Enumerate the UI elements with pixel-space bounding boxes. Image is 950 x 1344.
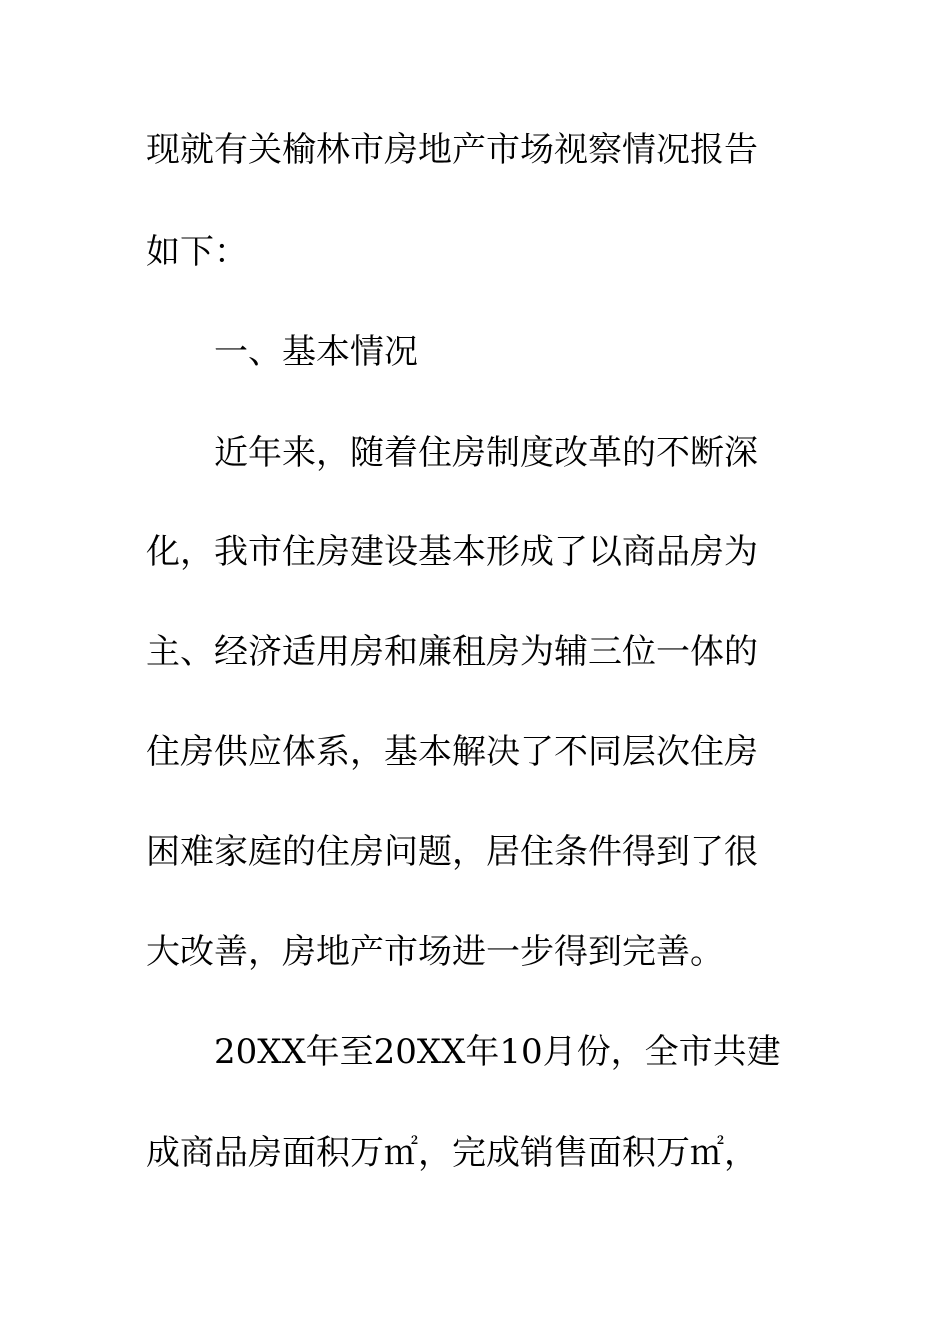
text-line-1: 现就有关榆林市房地产市场视察情况报告 [146, 130, 758, 170]
text-line-7: 困难家庭的住房问题，居住条件得到了很 [146, 832, 758, 872]
text-line-4: 化，我市住房建设基本形成了以商品房为 [146, 532, 758, 572]
section-heading: 一、基本情况 [214, 332, 418, 372]
text-line-5: 主、经济适用房和廉租房为辅三位一体的 [146, 632, 758, 672]
text-line-3: 近年来，随着住房制度改革的不断深 [214, 433, 758, 473]
text-line-9: 20XX年至20XX年10月份，全市共建 [214, 1032, 781, 1072]
text-line-6: 住房供应体系，基本解决了不同层次住房 [146, 732, 758, 772]
text-line-2: 如下： [146, 232, 248, 272]
text-line-10: 成商品房面积万㎡，完成销售面积万㎡， [146, 1133, 758, 1173]
text-line-8: 大改善，房地产市场进一步得到完善。 [146, 932, 724, 972]
